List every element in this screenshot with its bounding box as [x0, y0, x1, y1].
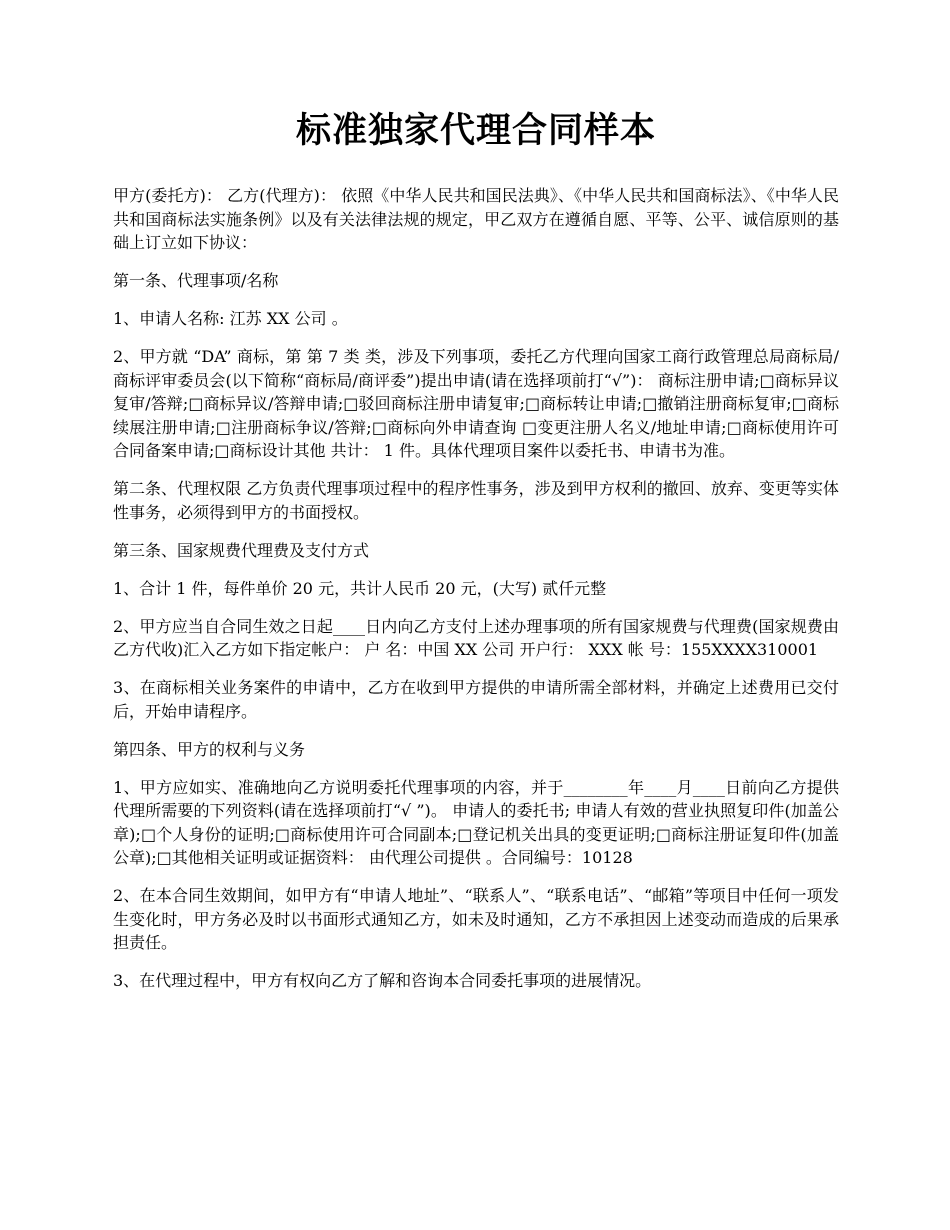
document-page [113, 108, 839, 1007]
paragraph-article-2-authority: 第二条、代理权限 乙方负责代理事项过程中的程序性事务，涉及到甲方权利的撤回、放弃、变更等实体性事务，必须得到甲方的书面授权。 [113, 479, 839, 522]
heading-article-1: 第一条、代理事项/名称 [113, 271, 279, 290]
heading-article-3: 第三条、国家规费代理费及支付方式 [113, 540, 370, 560]
paragraph-applicant-name: 1、申请人名称: 江苏 XX 公司 。 [113, 309, 348, 328]
paragraph-notification: 2、在本合同生效期间，如甲方有“申请人地址”、“联系人”、“联系电话”、“邮箱”等项目中任何一项发生变化时，甲方务必及时以书面形式通知乙方，如未及时通知，乙方不承担因上述变动而造成的后果承担责任。 [113, 886, 839, 952]
paragraph-materials: 1、甲方应如实、准确地向乙方说明委托代理事项的内容，并于________年____月____日前向乙方提供代理所需要的下列资料(请在选择项前打“√ ”)。 申请人的委托书; 申请人有效的营业执照复印件(加盖公章);□个人身份的证明;□商标使用许可合同副本;□登记机关出具的变更证明;□商标注册证复印件(加盖公章);□其他相关证明或证据资料： 由代理公司提供 。合同编号：10128 [113, 777, 839, 867]
paragraph-application-start: 3、在商标相关业务案件的申请中，乙方在收到甲方提供的申请所需全部材料，并确定上述费用已交付后，开始申请程序。 [113, 678, 839, 721]
paragraph-inquiry-right: 3、在代理过程中，甲方有权向乙方了解和咨询本合同委托事项的进展情况。 [113, 971, 652, 990]
paragraph-payment-account: 2、甲方应当自合同生效之日起____日内向乙方支付上述办理事项的所有国家规费与代理费(国家规费由乙方代收)汇入乙方如下指定帐户： 户 名：中国 XX 公司 开户行： XXX 帐 号：155XXXX310001 [113, 616, 839, 659]
heading-article-4: 第四条、甲方的权利与义务 [113, 739, 306, 759]
paragraph-trademark-matters: 2、甲方就 “DA” 商标，第 第 7 类 类，涉及下列事项，委托乙方代理向国家工商行政管理总局商标局/商标评审委员会(以下简称“商标局/商评委”)提出申请(请在选择项前打“√”)： 商标注册申请;□商标异议复审/答辩;□商标异议/答辩申请;□驳回商标注册申请复审;□商标转让申请;□撤销注册商标复审;□商标续展注册申请;□注册商标争议/答辩;□商标向外申请查询 □变更注册人名义/地址申请;□商标使用许可合同备案申请;□商标设计其他 共计： 1 件。具体代理项目案件以委托书、申请书为准。 [113, 347, 839, 460]
paragraph-parties: 甲方(委托方)： 乙方(代理方)： 依照《中华人民共和国民法典》、《中华人民共和国商标法》、《中华人民共和国商标法实施条例》以及有关法律法规的规定，甲乙双方在遵循自愿、平等、公平、诚信原则的基础上订立如下协议： [113, 186, 839, 252]
document-title: 标准独家代理合同样本 [295, 110, 656, 151]
paragraph-fee-total: 1、合计 1 件，每件单价 20 元，共计人民币 20 元，(大写) 贰仟元整 [113, 578, 607, 598]
